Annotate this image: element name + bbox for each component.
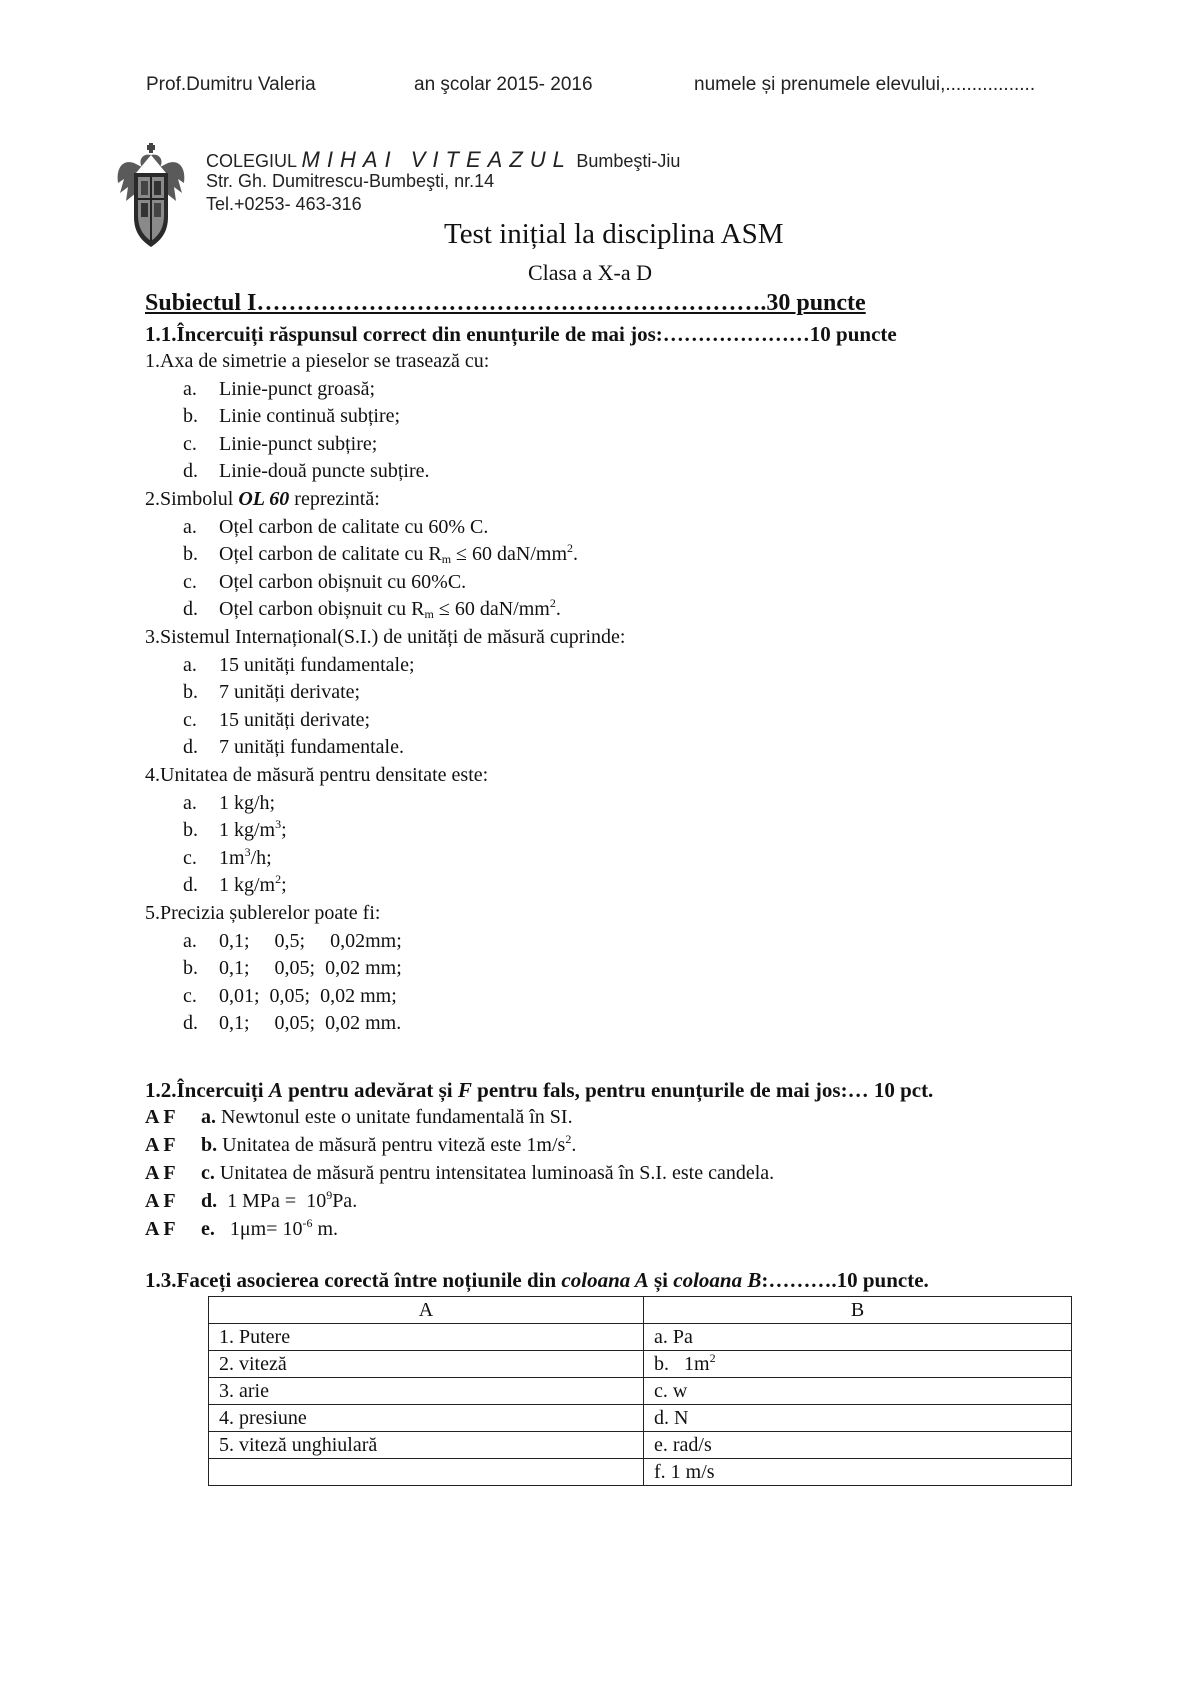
true-false-choice: A F [145, 1190, 176, 1212]
column-a-cell: 2. viteză [209, 1351, 644, 1378]
column-a-cell: 4. presiune [209, 1405, 644, 1432]
table-header-row [209, 1297, 1072, 1324]
true-false-choice: A F [145, 1106, 176, 1128]
q5-option-b: b. 0,1; 0,05; 0,02 mm; [183, 957, 402, 979]
q1-option-a: a. Linie-punct groasă; [183, 378, 376, 400]
column-b-header: B [644, 1297, 1072, 1324]
column-b-cell: a. Pa [644, 1324, 1072, 1351]
section-1-1-heading: 1.1.Încercuiți răspunsul correct din enunțurile de mai jos:…………………10 puncte [145, 322, 897, 346]
question-5: 5.Precizia șublerelor poate fi: [145, 902, 381, 924]
q4-option-a: a. 1 kg/h; [183, 792, 276, 814]
school-name: COLEGIUL MIHAI VITEAZUL Bumbeşti-Jiu [206, 147, 681, 172]
true-false-choice: A F [145, 1218, 176, 1240]
column-b-cell: e. rad/s [644, 1432, 1072, 1459]
q3-option-d: d. 7 unități fundamentale. [183, 736, 404, 758]
q4-option-b: b. 1 $kg/m^3$; [183, 817, 287, 841]
true-false-choice: A F [145, 1162, 176, 1184]
true-false-choice: A F [145, 1134, 176, 1156]
q4-option-c: c. $1m^3/h$; [183, 845, 272, 869]
q3-option-a: a. 15 unități fundamentale; [183, 654, 415, 676]
ol60-symbol: OL 60 [238, 488, 290, 510]
q5-option-d: d. 0,1; 0,05; 0,02 mm. [183, 1012, 402, 1034]
table-row [209, 1351, 1072, 1378]
tf-statement-c: A F c. Unitatea de măsură pentru intensitatea luminoasă în S.I. este candela. [145, 1162, 775, 1184]
q4-option-d: d. 1 $kg/m^2$; [183, 872, 287, 896]
q3-option-c: c. 15 unități derivate; [183, 709, 371, 731]
tf-statement-a: A F a. Newtonul este o unitate fundamentală în SI. [145, 1106, 573, 1128]
column-b-cell: b. $1m^2$ [644, 1351, 1072, 1378]
tf-statement-b: A F b. Unitatea de măsură pentru viteză este $1m/s^2$. [145, 1132, 577, 1156]
question-1: 1.Axa de simetrie a pieselor se trasează cu: [145, 350, 490, 372]
q2-option-c: c. Oțel carbon obișnuit cu 60%C. [183, 571, 467, 593]
column-a-header: A [209, 1297, 644, 1324]
q2-option-a: a. Oțel carbon de calitate cu 60% C. [183, 516, 489, 538]
q1-option-b: b. Linie continuă subțire; [183, 405, 401, 427]
q5-option-c: c. 0,01; 0,05; 0,02 mm; [183, 985, 397, 1007]
column-a-cell: 3. arie [209, 1378, 644, 1405]
class-label: Clasa a X-a D [528, 260, 653, 285]
tf-statement-d: A F d. 1 MPa = $10^9Pa$. [145, 1188, 358, 1212]
test-title: Test inițial la disciplina ASM [444, 218, 784, 250]
table-row [209, 1432, 1072, 1459]
teacher-name: Prof.Dumitru Valeria [146, 74, 316, 95]
q5-option-a: a. 0,1; 0,5; 0,02mm; [183, 930, 402, 952]
q2-option-b: b. Oțel carbon de calitate cu $R_m \le 60$ daN/$mm^2$. [183, 541, 578, 566]
question-3: 3.Sistemul Internațional(S.I.) de unități de măsură cuprinde: [145, 626, 626, 648]
matching-table [208, 1296, 1072, 1486]
q3-option-b: b. 7 unități derivate; [183, 681, 361, 703]
section-1-3-heading: 1.3.Faceți asocierea corectă între noțiunile din coloana A și coloana B:……….10 puncte. [145, 1268, 929, 1292]
table-row [209, 1405, 1072, 1432]
subject-heading: Subiectul I……………………………………………………….30 puncte [145, 290, 866, 316]
q1-option-c: c. Linie-punct subțire; [183, 433, 378, 455]
table-row [209, 1324, 1072, 1351]
school-year: an şcolar 2015- 2016 [414, 74, 593, 95]
q2-option-d: d. Oțel carbon obișnuit cu $R_m \le 60$ daN/$mm^2$. [183, 596, 561, 621]
school-phone: Tel.+0253- 463-316 [206, 194, 362, 214]
section-1-2-heading: 1.2.Încercuiți A pentru adevărat și F pentru fals, pentru enunțurile de mai jos:… 10 pct. [145, 1078, 934, 1102]
school-name-highlight: MIHAI VITEAZUL [301, 147, 572, 172]
column-a-cell: 5. viteză unghiulară [209, 1432, 644, 1459]
column-b-cell: d. N [644, 1405, 1072, 1432]
table-row [209, 1378, 1072, 1405]
tf-statement-e: A F e. $1\mu m= 10^{-6}$ m. [145, 1216, 339, 1240]
column-b-cell: f. 1 m/s [644, 1459, 1072, 1486]
question-4: 4.Unitatea de măsură pentru densitate este: [145, 764, 489, 786]
column-b-cell: c. w [644, 1378, 1072, 1405]
column-a-cell: 1. Putere [209, 1324, 644, 1351]
student-name-field: numele și prenumele elevului,................. [694, 74, 1036, 95]
coat-of-arms-icon [114, 143, 188, 253]
q1-option-d: d. Linie-două puncte subțire. [183, 460, 430, 482]
school-address: Str. Gh. Dumitrescu-Bumbeşti, nr.14 [206, 171, 495, 191]
column-a-cell-empty [209, 1459, 644, 1486]
table-row [209, 1459, 1072, 1486]
question-2: 2.Simbolul OL 60 reprezintă: [145, 488, 380, 510]
